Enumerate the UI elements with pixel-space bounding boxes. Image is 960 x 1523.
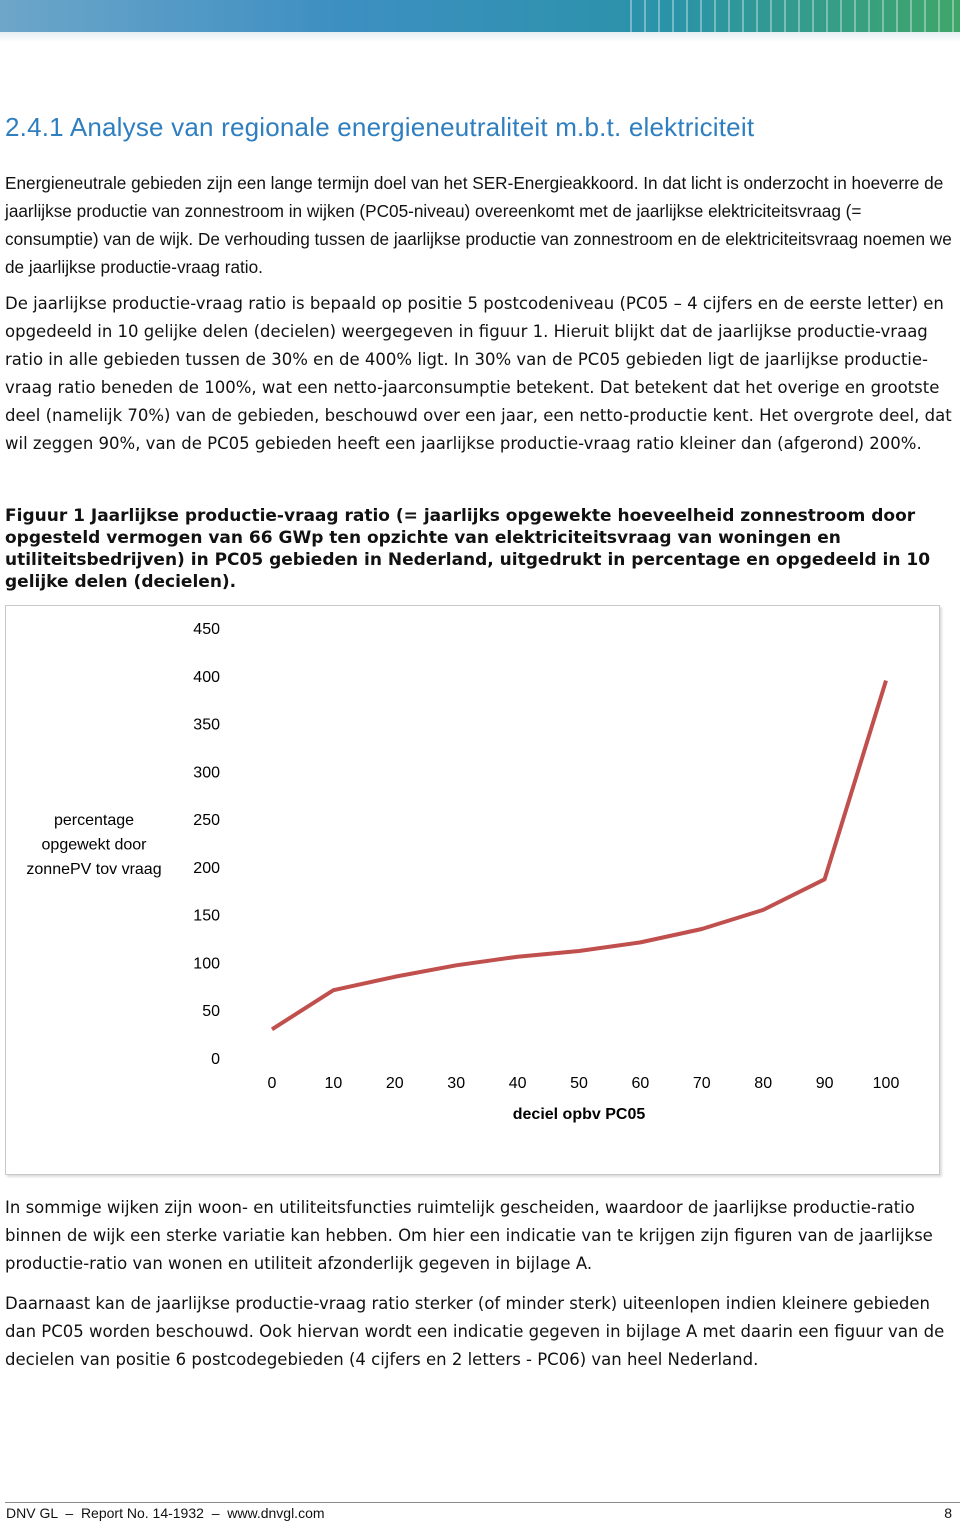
paragraph-analysis: De jaarlijkse productie-vraag ratio is bepaald op positie 5 postcodeniveau (PC05 – 4 cijfers en de eerste letter) en opgedeeld in 10 gelijke delen (decielen) weergegeven in figuur 1. Hieruit blijkt dat de jaarlijkse productie-vraag ratio in alle gebieden tussen de 30% en de 400% ligt. In 30% van de PC05 gebieden ligt de jaarlijkse productie-vraag ratio beneden de 100%, wat een netto-jaarconsumptie betekent. Dat betekent dat het overige en grootste deel (namelijk 70%) van de gebieden, beschouwd over een jaar, een netto-productie kent. Het overgrote deel, dat wil zeggen 90%, van de PC05 gebieden heeft een jaarlijkse productie-vraag ratio kleiner dan (afgerond) 200%. [5,294,952,453]
x-tick-label: 70 [692,1075,711,1092]
y-axis-label-line: opgewekt door [41,836,147,854]
footer-divider [5,1502,960,1503]
paragraph-after-chart-2: Daarnaast kan de jaarlijkse productie-vraag ratio sterker (of minder sterk) uiteenlopen indien kleinere gebieden dan PC05 worden beschouwd. Ook hiervan wordt een indicatie gegeven in bijlage A met daarin een figuur van de decielen van positie 6 postcodegebieden (4 cijfers en 2 letters - PC06) van heel Nederland. [5,1294,945,1369]
line-chart [6,606,939,1174]
y-axis-label-line: zonnePV tov vraag [26,861,162,879]
header-banner [0,0,960,32]
x-tick-label: 100 [872,1075,900,1092]
y-tick-label: 50 [202,1003,220,1021]
x-tick-label: 20 [385,1075,404,1092]
y-tick-label: 450 [193,621,220,638]
paragraph-after-chart-1: In sommige wijken zijn woon- en utiliteitsfuncties ruimtelijk gescheiden, waardoor de jaarlijkse productie-ratio binnen de wijk een sterke variatie kan hebben. Om hier een indicatie van te krijgen zijn figuren van de jaarlijkse productie-ratio van wonen en utiliteit afzonderlijk gegeven in bijlage A. [5,1198,933,1273]
x-axis-label: deciel opbv PC05 [512,1106,646,1123]
chart-frame [5,605,940,1175]
x-tick-label: 30 [447,1075,466,1092]
data-series [272,681,886,1030]
y-axis-label [26,812,161,878]
x-tick-label: 60 [631,1075,650,1092]
y-tick-label: 150 [193,907,220,925]
y-tick-label: 250 [193,812,220,830]
footer-report-info: DNV GL – Report No. 14-1932 – www.dnvgl.com [6,1505,325,1521]
x-tick-label: 50 [570,1075,588,1092]
footer-page-number: 8 [944,1505,952,1521]
paragraph-intro: Energieneutrale gebieden zijn een lange termijn doel van het SER-Energieakkoord. In dat licht is onderzocht in hoeverre de jaarlijkse productie van zonnestroom in wijken (PC05-niveau) overeenkomt met de jaarlijkse elektriciteitsvraag (= consumptie) van de wijk. De verhouding tussen de jaarlijkse productie van zonnestroom en de elektriciteitsvraag noemen we de jaarlijkse productie-vraag ratio. [5,173,952,277]
section-title: 2.4.1 Analyse van regionale energieneutraliteit m.b.t. elektriciteit [5,112,755,142]
y-tick-label: 100 [193,955,220,973]
figure-caption: Figuur 1 Jaarlijkse productie-vraag ratio (= jaarlijks opgewekte hoeveelheid zonnestroom door opgesteld vermogen van 66 GWp ten opzichte van elektriciteitsvraag van woningen en utiliteitsbedrijven) in PC05 gebieden in Nederland, uitgedrukt in percentage en opgedeeld in 10 gelijke delen (decielen). [5,506,931,592]
x-axis-ticks [268,1075,900,1092]
y-tick-label: 350 [193,716,220,734]
header-pattern [630,0,960,32]
x-tick-label: 0 [267,1075,277,1092]
header-shadow [0,32,960,42]
x-tick-label: 10 [324,1075,343,1092]
y-tick-label: 300 [193,764,220,782]
x-tick-label: 80 [754,1075,773,1092]
y-tick-label: 200 [193,859,220,877]
series-line [272,681,886,1030]
y-tick-label: 400 [193,668,220,686]
y-tick-label: 0 [211,1051,220,1068]
x-tick-label: 90 [815,1075,834,1092]
y-axis-label-line: percentage [53,812,135,830]
y-axis-ticks [193,621,220,1068]
x-tick-label: 40 [508,1075,527,1092]
